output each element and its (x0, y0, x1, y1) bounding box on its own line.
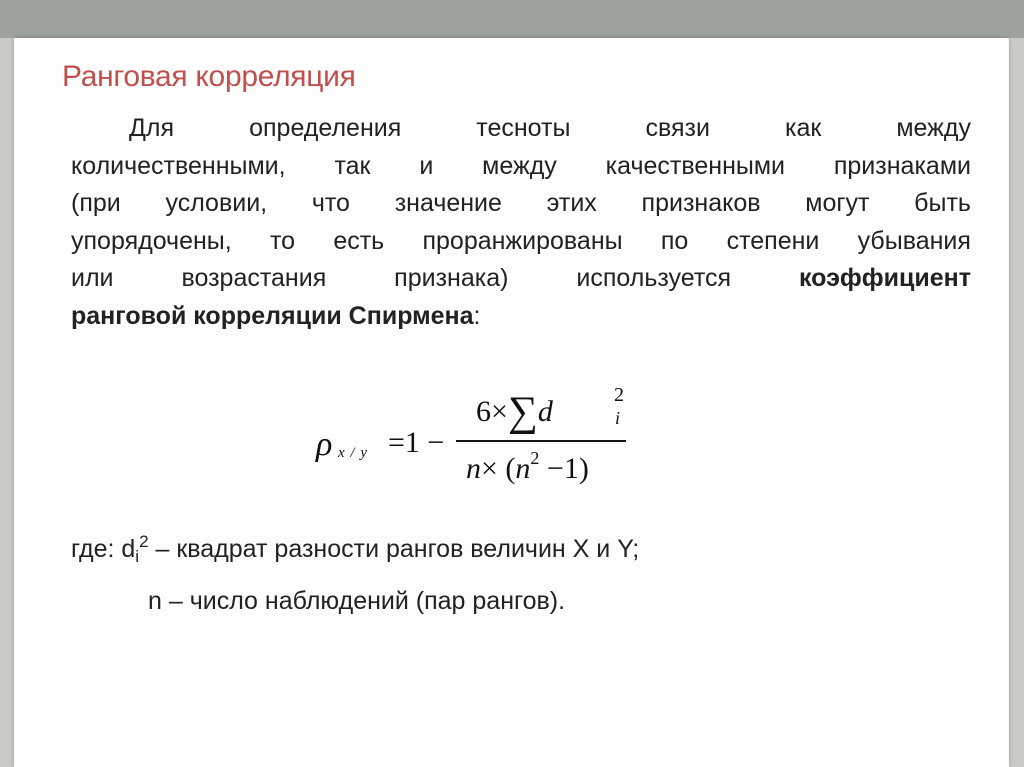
sigma-symbol: ∑ (507, 389, 538, 435)
slide-content (14, 38, 1009, 767)
word: связи (645, 114, 710, 142)
word: возрастания (181, 264, 327, 292)
word: по (660, 226, 689, 255)
word: есть (333, 226, 385, 255)
word: качественными (605, 151, 785, 180)
slide (14, 38, 1009, 767)
term-bold: коэффициент (798, 264, 971, 292)
where-explanation (71, 520, 971, 623)
numerator-coef: 6× (476, 395, 508, 428)
word: используется (576, 264, 732, 292)
denominator-sup: 2 (530, 448, 540, 468)
where-line-1 (71, 520, 971, 579)
word: могут (805, 189, 870, 217)
word: определения (249, 114, 402, 142)
where-prefix: где: d (71, 535, 136, 563)
word: между (896, 114, 971, 142)
fraction-bar (456, 440, 626, 442)
formula-denominator (466, 448, 589, 486)
denominator-n: n (466, 452, 481, 485)
paragraph-line-5 (71, 260, 971, 298)
word: упорядочены, (71, 226, 232, 255)
body-paragraph (71, 110, 971, 335)
top-banner (0, 0, 1024, 38)
slide-title: Ранговая корреляция (62, 60, 356, 93)
word: признака) (394, 264, 509, 292)
colon: : (473, 301, 481, 330)
word: убывания (857, 226, 971, 255)
formula-subscript: x / y (338, 445, 368, 461)
word: этих (546, 189, 597, 217)
word: быть (914, 189, 971, 217)
numerator-sub: i (615, 408, 621, 428)
where-line-2: n – число наблюдений (пар рангов). (148, 587, 566, 615)
paragraph-line-6 (71, 298, 971, 336)
where-sub: i (135, 547, 140, 566)
formula-rho: ρ (316, 426, 333, 463)
word: признаков (641, 189, 761, 217)
word: Для (129, 114, 175, 142)
paragraph-line-4 (71, 223, 971, 261)
word: степени (726, 226, 820, 255)
denominator-mid: × ( (481, 452, 516, 485)
formula-equals: =1 − (388, 426, 445, 459)
numerator-var: d (537, 395, 553, 428)
word: тесноты (476, 114, 571, 142)
word: и (419, 151, 434, 180)
word: проранжированы (422, 226, 623, 255)
word: или (71, 264, 114, 292)
word: признаками (833, 151, 971, 180)
word: значение (394, 189, 502, 217)
word: (при (71, 189, 121, 217)
word: что (311, 189, 350, 217)
spearman-formula (316, 384, 646, 498)
denominator-n2: n (515, 452, 531, 485)
paragraph-line-2 (71, 148, 971, 186)
word: как (784, 114, 822, 142)
denominator-tail: −1) (539, 452, 589, 485)
paragraph-line-1 (71, 110, 971, 148)
word: между (482, 151, 557, 180)
word: условии, (165, 189, 268, 217)
where-sup: 2 (139, 532, 149, 551)
word: количественными, (71, 151, 286, 180)
paragraph-line-3 (71, 185, 971, 223)
term-bold: ранговой корреляции Спирмена (71, 301, 474, 330)
formula-numerator (476, 384, 624, 436)
numerator-sup: 2 (614, 384, 624, 406)
where-rest: – квадрат разности рангов величин X и Y; (148, 535, 640, 563)
word: так (334, 151, 371, 180)
word: то (269, 226, 296, 255)
